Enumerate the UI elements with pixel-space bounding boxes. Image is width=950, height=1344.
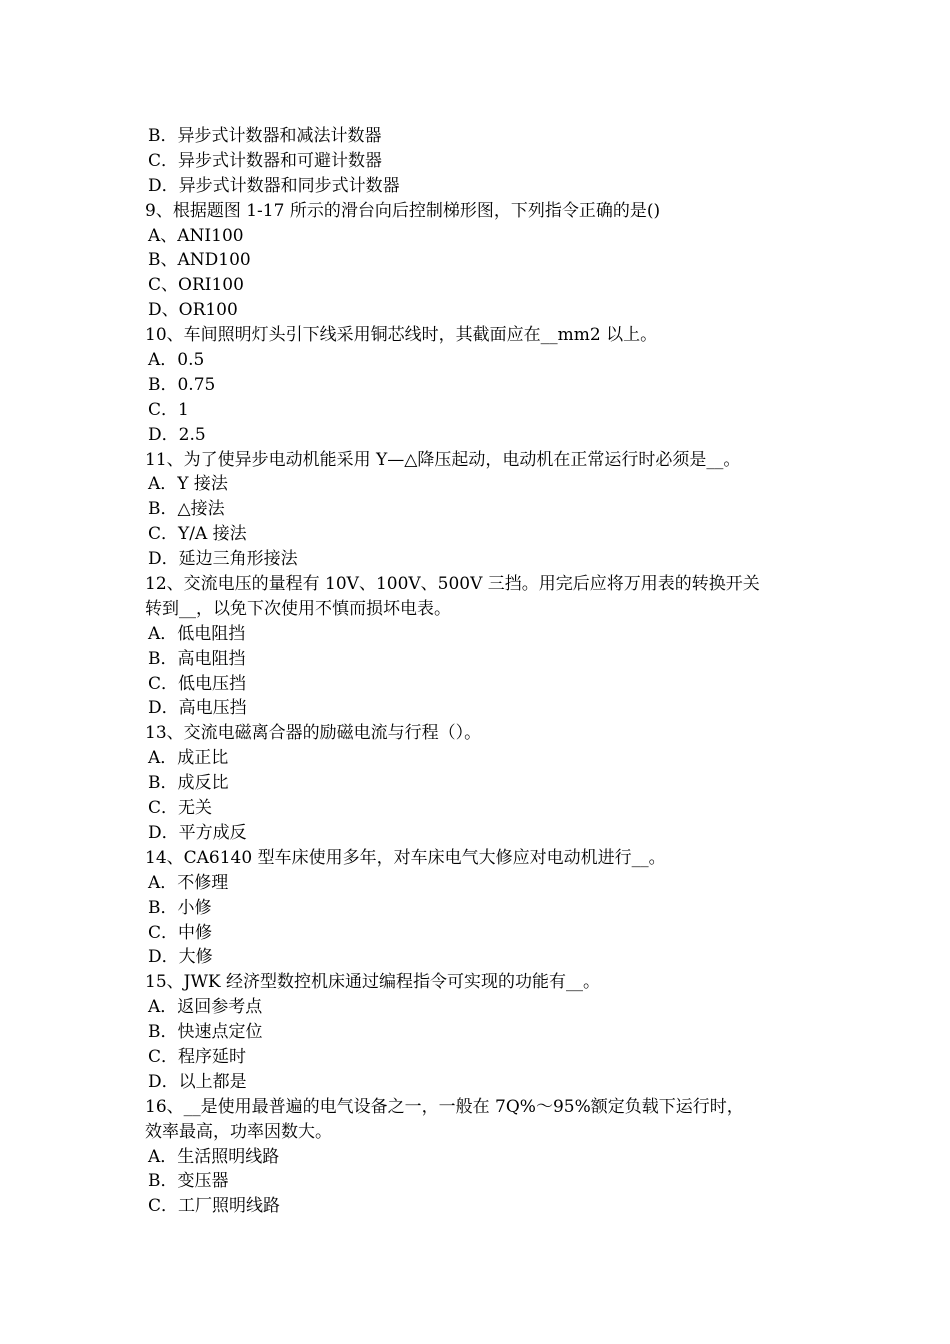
question-line-continued: 转到__，以免下次使用不慎而损坏电表。 [145, 598, 451, 619]
option-line: B．高电阻挡 [148, 648, 246, 669]
question-line: 9、根据题图 1-17 所示的滑台向后控制梯形图，下列指令正确的是() [145, 200, 661, 221]
option-line: D．高电压挡 [148, 698, 247, 719]
option-line: D．大修 [148, 947, 213, 968]
option-line: C．工厂照明线路 [148, 1196, 281, 1217]
question-line-continued: 效率最高，功率因数大。 [145, 1121, 332, 1142]
option-line: A．成正比 [148, 748, 229, 769]
question-line: 13、交流电磁离合器的励磁电流与行程（）。 [145, 723, 482, 744]
option-line: A．不修理 [148, 872, 229, 893]
option-line: B、AND100 [148, 250, 251, 271]
option-line: C．无关 [148, 798, 213, 819]
option-line: C．异步式计数器和可避计数器 [148, 150, 383, 171]
option-line: B．异步式计数器和减法计数器 [148, 126, 382, 146]
question-line: 14、CA6140 型车床使用多年，对车床电气大修应对电动机进行__。 [145, 847, 666, 868]
option-line: A．生活照明线路 [148, 1146, 280, 1167]
question-line: 11、为了使异步电动机能采用 Y—△降压起动，电动机在正常运行时必须是__。 [145, 449, 741, 470]
option-line: A．Y 接法 [148, 474, 228, 495]
option-line: D．平方成反 [148, 822, 247, 843]
document-page [145, 124, 825, 1219]
option-line: C．低电压挡 [148, 673, 247, 694]
option-line: B．0.75 [148, 374, 216, 395]
option-line: A．低电阻挡 [148, 623, 246, 644]
question-line: 10、车间照明灯头引下线采用铜芯线时，其截面应在__mm2 以上。 [145, 325, 658, 346]
option-line: B．△接法 [148, 499, 225, 520]
option-line: B．小修 [148, 897, 212, 918]
option-line: D．异步式计数器和同步式计数器 [148, 175, 400, 196]
option-line: D、OR100 [148, 300, 238, 321]
option-line: A、ANI100 [148, 225, 244, 246]
option-line: A．0.5 [148, 350, 205, 371]
option-line: B．快速点定位 [148, 1022, 263, 1043]
option-line: D．延边三角形接法 [148, 549, 298, 570]
question-line: 12、交流电压的量程有 10V、100V、500V 三挡。用完后应将万用表的转换开关 [145, 574, 760, 595]
option-line: B．成反比 [148, 773, 229, 794]
question-line: 15、JWK 经济型数控机床通过编程指令可实现的功能有__。 [145, 972, 601, 993]
option-line: A．返回参考点 [148, 997, 263, 1018]
option-line: C、ORI100 [148, 275, 244, 296]
option-line: C．中修 [148, 922, 213, 943]
option-line: B．变压器 [148, 1171, 229, 1192]
question-line: 16、__是使用最普遍的电气设备之一，一般在 7Q%～95%额定负载下运行时， [145, 1096, 744, 1117]
option-line: C．Y/A 接法 [148, 524, 247, 545]
option-line: D．以上都是 [148, 1071, 247, 1092]
option-line: C．1 [148, 399, 189, 420]
option-line: C．程序延时 [148, 1046, 247, 1067]
option-line: D．2.5 [148, 424, 206, 445]
